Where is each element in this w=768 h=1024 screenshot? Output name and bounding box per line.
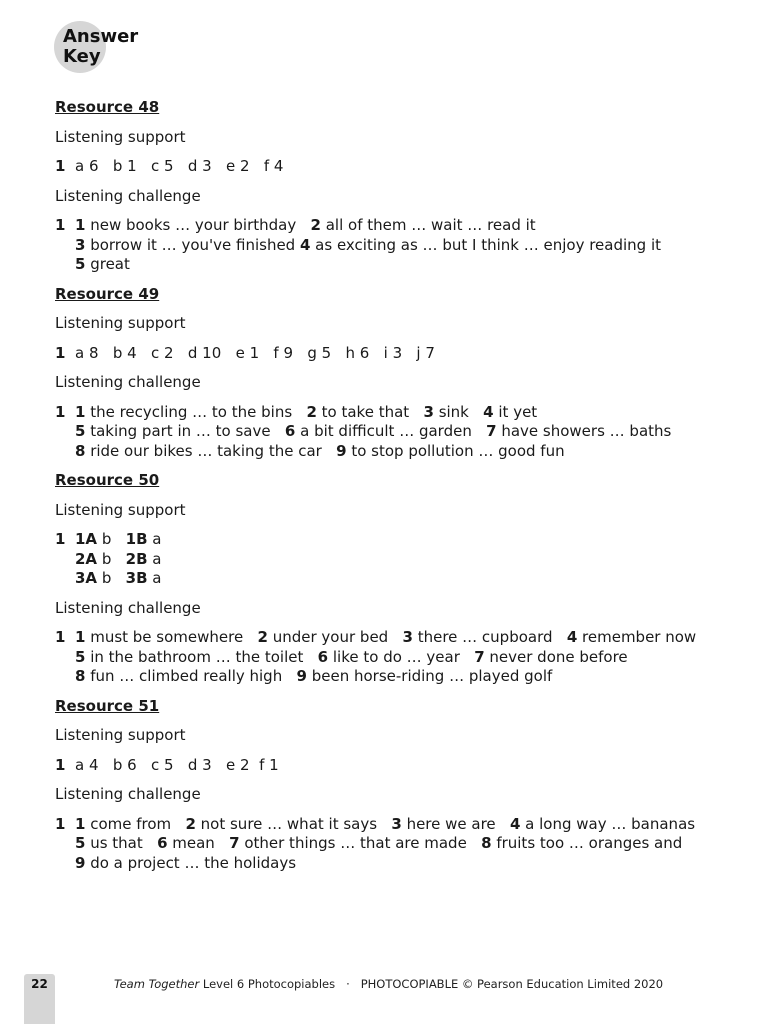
answer-key-content [55, 98, 735, 883]
answer-key-line2: Key [63, 46, 101, 67]
item-answer: 4 [84, 755, 113, 774]
resource-heading: Resource 48 [55, 98, 160, 116]
item-label: 4 [509, 814, 521, 833]
item-answer: a long way … bananas [520, 814, 696, 833]
item-label: 1 [75, 628, 86, 646]
item-answer: 1 [264, 755, 279, 774]
item-answer: 2 [235, 755, 260, 774]
question-number: 1 [55, 755, 66, 774]
item-label: 3 [402, 628, 413, 646]
item-label: 6 [157, 834, 168, 852]
item-label: 5 [75, 255, 86, 273]
item-label: 2 [257, 628, 268, 646]
item-answer: 5 [316, 343, 346, 362]
item-answer: ride our bikes … taking the car [85, 441, 337, 460]
item-label: f [263, 157, 270, 175]
item-label: 1 [75, 402, 86, 421]
item-label: e [235, 343, 245, 362]
answer-block [55, 403, 735, 462]
section-heading: Listening challenge [55, 598, 201, 617]
item-label: 4 [483, 402, 494, 421]
answer-line [75, 442, 735, 462]
item-label: f [259, 755, 265, 774]
answer-block [55, 216, 735, 275]
item-label: 3 [423, 402, 434, 421]
item-label: 2A [75, 549, 98, 568]
item-label: b [112, 755, 123, 774]
item-answer: 9 [278, 343, 308, 362]
resource-heading: Resource 49 [55, 284, 160, 303]
item-answer: must be somewhere [85, 628, 258, 646]
item-answer: new books … your birthday [85, 216, 311, 234]
item-label: d [187, 343, 198, 362]
item-label: 2B [125, 549, 148, 568]
answer-block [55, 344, 735, 364]
item-label: c [150, 343, 160, 362]
item-answer: a bit difficult … garden [295, 422, 487, 440]
question-number: 1 [55, 402, 66, 421]
item-answer: the recycling … to the bins [85, 402, 307, 421]
item-answer: 4 [269, 157, 284, 175]
item-label: 5 [75, 422, 86, 440]
item-label: 2 [306, 402, 317, 421]
answer-line [75, 530, 735, 550]
item-answer: remember now [577, 628, 697, 646]
item-answer: b [97, 530, 126, 548]
footer-credit [114, 977, 663, 991]
item-answer: have showers … baths [496, 422, 672, 440]
item-label: 4 [566, 628, 578, 646]
item-answer: to stop pollution … good fun [346, 441, 565, 460]
answer-line [75, 756, 735, 776]
item-label: 1B [125, 530, 148, 548]
item-label: d [187, 755, 198, 774]
answer-line [75, 569, 735, 589]
answer-line [75, 236, 735, 256]
item-answer: under your bed [267, 628, 403, 646]
answer-line [75, 834, 735, 854]
question-number: 1 [55, 216, 66, 234]
footer-copyright: Level 6 Photocopiables · PHOTOCOPIABLE © Pearson Education Limited 2020 [199, 977, 664, 991]
question-number: 1 [55, 530, 66, 548]
answer-block [55, 530, 735, 589]
resource-heading: Resource 51 [55, 696, 160, 715]
item-answer: taking part in … to save [85, 422, 285, 440]
page-number: 22 [31, 977, 48, 991]
item-answer: come from [85, 814, 186, 833]
item-label: d [187, 157, 198, 175]
item-answer: 1 [122, 157, 151, 175]
item-label: 9 [75, 853, 86, 872]
item-answer: b [97, 569, 126, 587]
item-label: 3 [75, 235, 86, 254]
item-answer: 6 [355, 343, 384, 362]
item-answer: 3 [197, 157, 227, 175]
answer-line [75, 403, 735, 423]
answer-line [75, 648, 735, 668]
resource-heading: Resource 50 [55, 471, 160, 489]
item-answer: a [147, 530, 162, 548]
question-number: 1 [55, 814, 66, 833]
answer-line [75, 815, 735, 835]
answer-block [55, 628, 735, 687]
answer-block [55, 815, 735, 874]
item-answer: 4 [122, 343, 151, 362]
item-answer: sink [433, 402, 484, 421]
item-label: b [112, 343, 123, 362]
section-heading: Listening support [55, 127, 186, 146]
item-label: 8 [75, 667, 86, 685]
item-label: e [226, 157, 236, 175]
section-heading: Listening support [55, 314, 186, 332]
item-label: 3 [391, 814, 402, 833]
item-label: 6 [317, 647, 329, 666]
item-label: h [345, 343, 355, 362]
item-answer: 8 [84, 343, 113, 362]
item-answer: 10 [197, 343, 236, 362]
item-label: 5 [75, 834, 86, 852]
answer-key-label [63, 27, 138, 67]
item-label: c [150, 157, 160, 175]
item-label: 3B [125, 569, 148, 587]
item-answer: here we are [401, 814, 510, 833]
item-label: c [150, 755, 160, 774]
answer-block [55, 157, 735, 177]
item-answer: us that [85, 834, 158, 852]
item-answer: borrow it … you've finished [85, 235, 300, 254]
item-label: 9 [336, 441, 347, 460]
question-number: 1 [55, 157, 66, 175]
item-label: 7 [229, 834, 240, 852]
item-label: 1 [75, 216, 86, 234]
answer-line [75, 255, 735, 275]
item-answer: 1 [244, 343, 274, 362]
item-answer: mean [167, 834, 230, 852]
item-answer: a [147, 569, 162, 587]
item-label: 7 [474, 647, 485, 666]
item-label: 2 [185, 814, 196, 833]
item-answer: 3 [387, 343, 417, 362]
item-label: 1 [75, 814, 86, 833]
question-number: 1 [55, 343, 66, 362]
item-answer: b [97, 549, 126, 568]
item-label: b [112, 157, 123, 175]
item-answer: not sure … what it says [195, 814, 392, 833]
item-label: j [416, 343, 421, 362]
item-label: 7 [486, 422, 497, 440]
answer-line [75, 854, 735, 874]
item-answer: to take that [316, 402, 424, 421]
item-label: i [383, 343, 388, 362]
item-answer: never done before [484, 647, 628, 666]
item-answer: there … cupboard [412, 628, 567, 646]
item-answer: 6 [122, 755, 151, 774]
item-label: 2 [310, 216, 321, 234]
item-answer: 5 [159, 157, 188, 175]
item-answer: fun … climbed really high [85, 667, 297, 685]
item-answer: as exciting as … but I think … enjoy reading it [310, 235, 662, 254]
item-answer: in the bathroom … the toilet [85, 647, 318, 666]
answer-line [75, 157, 735, 177]
answer-line [75, 422, 735, 442]
question-number: 1 [55, 628, 66, 646]
item-label: 8 [481, 834, 492, 852]
item-label: f [273, 343, 279, 362]
section-heading: Listening challenge [55, 785, 201, 803]
item-label: e [226, 755, 236, 774]
item-answer: great [85, 255, 130, 273]
item-label: 9 [296, 667, 307, 685]
item-label: a [75, 755, 85, 774]
answer-line [75, 628, 735, 648]
item-answer: do a project … the holidays [85, 853, 297, 872]
answer-line [75, 216, 735, 236]
item-label: 1A [75, 530, 98, 548]
item-label: 5 [75, 647, 86, 666]
item-label: 8 [75, 441, 86, 460]
answer-line [75, 344, 735, 364]
answer-block [55, 756, 735, 776]
item-answer: 6 [84, 157, 113, 175]
item-label: a [75, 157, 85, 175]
answer-line [75, 667, 735, 687]
item-answer: all of them … wait … read it [320, 216, 536, 234]
item-answer: 3 [197, 755, 227, 774]
section-heading: Listening challenge [55, 186, 201, 205]
item-label: g [307, 343, 317, 362]
item-answer: like to do … year [328, 647, 475, 666]
item-label: 4 [299, 235, 311, 254]
item-label: 6 [284, 422, 296, 440]
item-answer: 7 [420, 343, 435, 362]
answer-line [75, 550, 735, 570]
section-heading: Listening support [55, 726, 186, 744]
item-label: a [75, 343, 85, 362]
item-answer: been horse-riding … played golf [306, 667, 553, 685]
item-answer: 2 [159, 343, 188, 362]
item-answer: other things … that are made [239, 834, 482, 852]
item-answer: it yet [493, 402, 538, 421]
footer-series-title: Team Together [114, 977, 200, 991]
section-heading: Listening challenge [55, 373, 201, 391]
item-answer: 2 [235, 157, 264, 175]
item-answer: a [147, 549, 162, 568]
section-heading: Listening support [55, 500, 186, 519]
item-label: 3A [75, 569, 98, 587]
answer-key-line1: Answer [63, 26, 139, 47]
item-answer: fruits too … oranges and [491, 834, 683, 852]
item-answer: 5 [159, 755, 188, 774]
